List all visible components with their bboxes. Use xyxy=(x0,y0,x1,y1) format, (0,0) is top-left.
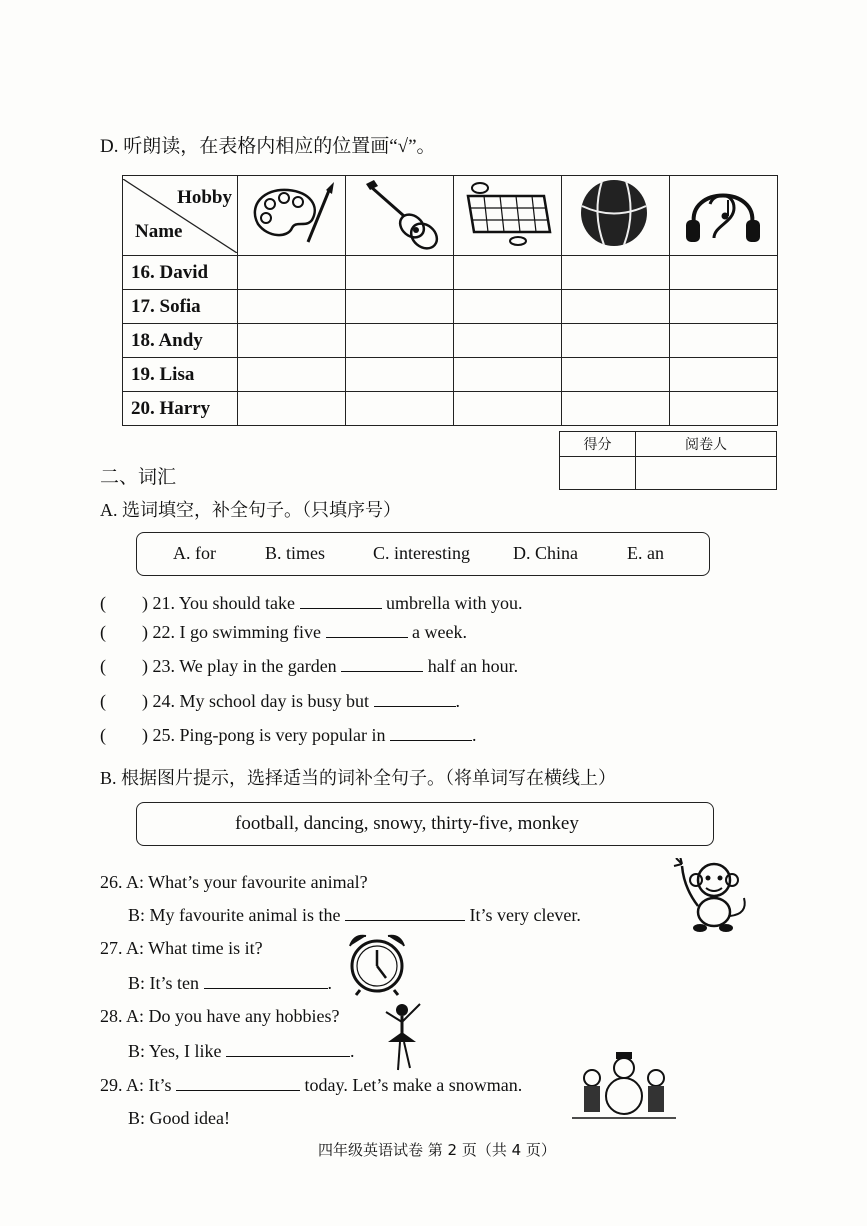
music-headphones-icon xyxy=(670,176,777,250)
word-bank-box xyxy=(136,802,714,846)
dialogue-text-before: B: My favourite animal is the xyxy=(128,905,341,925)
dialogue-28-b xyxy=(128,1040,355,1062)
answer-paren-close: ) xyxy=(142,691,148,711)
table-row xyxy=(123,256,778,290)
answer-paren-close: ) xyxy=(142,656,148,676)
answer-cell[interactable] xyxy=(238,358,346,392)
answer-cell[interactable] xyxy=(238,290,346,324)
answer-cell[interactable] xyxy=(238,324,346,358)
question-text-after: . xyxy=(471,725,477,745)
answer-paren-open[interactable]: ( xyxy=(100,725,106,745)
table-row xyxy=(123,290,778,324)
answer-cell[interactable] xyxy=(670,290,778,324)
answer-paren-open[interactable]: ( xyxy=(100,622,106,642)
question-text-before: Ping-pong is very popular in xyxy=(179,725,386,745)
answer-paren-open[interactable]: ( xyxy=(100,593,106,613)
dialogue-text-before: B: Yes, I like xyxy=(128,1041,222,1061)
guitar-icon xyxy=(346,176,453,250)
question-text-after: a week. xyxy=(412,622,467,642)
word-options-box xyxy=(136,532,710,576)
question-21 xyxy=(100,592,523,614)
answer-cell[interactable] xyxy=(454,324,562,358)
dialogue-26-a: 26. A: What’s your favourite animal? xyxy=(100,872,368,892)
alarm-clock-icon xyxy=(344,930,410,996)
ballet-dancer-icon xyxy=(376,998,432,1076)
section-2-title: 二、词汇 xyxy=(100,466,177,488)
header-corner-cell xyxy=(123,176,238,256)
dialogue-29-b: B: Good idea! xyxy=(128,1108,230,1128)
answer-blank[interactable] xyxy=(345,904,465,921)
question-number: 22. xyxy=(152,622,175,642)
answer-blank[interactable] xyxy=(176,1074,300,1091)
row-name: 18. Andy xyxy=(123,324,238,358)
answer-cell[interactable] xyxy=(562,256,670,290)
hobby-basketball-cell xyxy=(562,176,670,256)
section-d-instruction: D. 听朗读，在表格内相应的位置画“√”。 xyxy=(100,136,436,157)
question-text-before: You should take xyxy=(178,593,296,613)
answer-cell[interactable] xyxy=(346,392,454,426)
answer-blank[interactable] xyxy=(326,621,408,638)
part-b-instruction: B. 根据图片提示，选择适当的词补全句子。（将单词写在横线上） xyxy=(100,768,617,788)
question-text-before: I go swimming five xyxy=(179,622,321,642)
answer-cell[interactable] xyxy=(454,290,562,324)
hobby-music-cell xyxy=(670,176,778,256)
option-c: C. interesting xyxy=(373,543,470,563)
answer-blank[interactable] xyxy=(374,690,456,707)
dialogue-text-after: . xyxy=(327,973,332,993)
dialogue-29-a xyxy=(100,1074,522,1096)
dialogue-text-before: 29. A: It’s xyxy=(100,1075,172,1095)
answer-paren-open[interactable]: ( xyxy=(100,656,106,676)
hobby-guitar-cell xyxy=(346,176,454,256)
option-a: A. for xyxy=(173,543,216,563)
dialogue-text-after: . xyxy=(350,1041,355,1061)
score-field[interactable] xyxy=(560,457,636,490)
answer-cell[interactable] xyxy=(670,256,778,290)
grader-field[interactable] xyxy=(636,457,777,490)
chess-icon xyxy=(454,176,561,250)
dialogue-27-a: 27. A: What time is it? xyxy=(100,938,263,958)
answer-cell[interactable] xyxy=(238,392,346,426)
word-bank-text: football, dancing, snowy, thirty-five, monkey xyxy=(235,813,579,834)
table-row xyxy=(123,324,778,358)
question-number: 23. xyxy=(152,656,175,676)
score-box xyxy=(559,431,777,490)
answer-blank[interactable] xyxy=(204,972,328,989)
option-e: E. an xyxy=(627,543,664,563)
answer-cell[interactable] xyxy=(670,392,778,426)
table-row xyxy=(123,392,778,426)
answer-paren-close: ) xyxy=(142,593,148,613)
hobby-painting-cell xyxy=(238,176,346,256)
answer-blank[interactable] xyxy=(300,592,382,609)
basketball-icon xyxy=(562,176,669,250)
question-text-after: half an hour. xyxy=(427,656,519,676)
answer-blank[interactable] xyxy=(341,655,423,672)
question-22 xyxy=(100,621,467,643)
answer-paren-open[interactable]: ( xyxy=(100,691,106,711)
answer-cell[interactable] xyxy=(562,392,670,426)
answer-cell[interactable] xyxy=(346,256,454,290)
option-d: D. China xyxy=(513,543,578,563)
answer-blank[interactable] xyxy=(390,724,472,741)
monkey-icon xyxy=(670,858,750,936)
answer-cell[interactable] xyxy=(346,290,454,324)
option-b: B. times xyxy=(265,543,326,563)
answer-paren-close: ) xyxy=(142,622,148,642)
dialogue-27-b xyxy=(128,972,332,994)
page-footer: 四年级英语试卷 第 2 页（共 4 页） xyxy=(318,1141,556,1159)
dialogue-text-after: today. Let’s make a snowman. xyxy=(304,1075,523,1095)
row-name: 20. Harry xyxy=(123,392,238,426)
dialogue-text-after: It’s very clever. xyxy=(469,905,581,925)
question-number: 24. xyxy=(152,691,175,711)
answer-paren-close: ) xyxy=(142,725,148,745)
snowman-kids-icon xyxy=(572,1050,676,1122)
answer-cell[interactable] xyxy=(454,392,562,426)
answer-cell[interactable] xyxy=(346,358,454,392)
row-name: 16. David xyxy=(123,256,238,290)
question-text-before: My school day is busy but xyxy=(179,691,370,711)
question-text-before: We play in the garden xyxy=(179,656,337,676)
grader-label: 阅卷人 xyxy=(636,432,777,457)
table-row xyxy=(123,358,778,392)
answer-cell[interactable] xyxy=(346,324,454,358)
question-text-after: umbrella with you. xyxy=(386,593,523,613)
header-hobby-label: Hobby xyxy=(177,186,232,208)
row-name: 19. Lisa xyxy=(123,358,238,392)
header-name-label: Name xyxy=(135,220,183,242)
answer-cell[interactable] xyxy=(670,358,778,392)
answer-cell[interactable] xyxy=(454,358,562,392)
score-label: 得分 xyxy=(560,432,636,457)
answer-cell[interactable] xyxy=(562,290,670,324)
answer-cell[interactable] xyxy=(454,256,562,290)
answer-cell[interactable] xyxy=(562,324,670,358)
answer-cell[interactable] xyxy=(562,358,670,392)
question-number: 21. xyxy=(152,593,175,613)
question-text-after: . xyxy=(455,691,461,711)
question-24 xyxy=(100,690,460,712)
hobby-table xyxy=(122,175,778,426)
row-name: 17. Sofia xyxy=(123,290,238,324)
painting-palette-icon xyxy=(238,176,345,250)
answer-blank[interactable] xyxy=(226,1040,350,1057)
question-23 xyxy=(100,655,518,677)
answer-cell[interactable] xyxy=(670,324,778,358)
dialogue-28-a: 28. A: Do you have any hobbies? xyxy=(100,1006,340,1026)
question-number: 25. xyxy=(152,725,175,745)
part-a-instruction: A. 选词填空，补全句子。（只填序号） xyxy=(100,500,401,520)
dialogue-text-before: B: It’s ten xyxy=(128,973,199,993)
question-25 xyxy=(100,724,476,746)
dialogue-26-b xyxy=(128,904,581,926)
hobby-chess-cell xyxy=(454,176,562,256)
answer-cell[interactable] xyxy=(238,256,346,290)
